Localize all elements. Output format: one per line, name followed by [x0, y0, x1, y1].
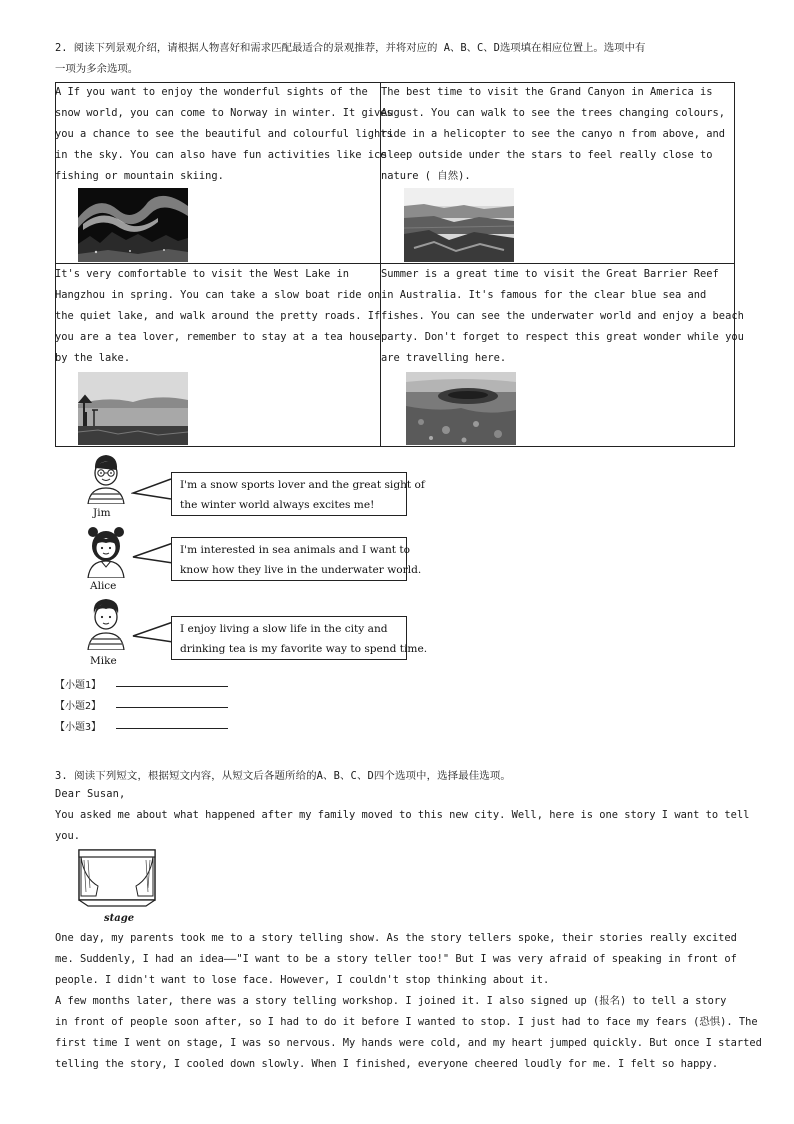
mike-avatar — [86, 596, 126, 650]
passage-a-line: A If you want to enjoy the wonderful sights of the — [55, 86, 368, 98]
west-lake-photo — [78, 372, 188, 445]
jim-avatar — [86, 452, 126, 504]
passage-d-line: in Australia. It's famous for the clear blue sea and — [381, 289, 707, 301]
passage-b-line: The best time to visit the Grand Canyon in America is — [381, 86, 713, 98]
paragraph-line: A few months later, there was a story telling workshop. I joined it. I also signed up (报名) to tell a story — [55, 995, 727, 1007]
subquestion-3-answer-blank[interactable] — [116, 728, 228, 729]
person-name-jim: Jim — [93, 507, 111, 519]
passage-d-line: Summer is a great time to visit the Great Barrier Reef — [381, 268, 719, 280]
paragraph-line: me. Suddenly, I had an idea——"I want to be a story teller too!" But I was very afraid of speaking in front of — [55, 953, 737, 965]
person-name-mike: Mike — [90, 655, 117, 667]
passage-d — [381, 264, 744, 369]
norway-aurora-photo — [78, 188, 188, 262]
passage-c — [55, 264, 380, 369]
grand-canyon-photo — [404, 188, 514, 262]
passage-d-line: are travelling here. — [381, 352, 507, 364]
alice-speech-bubble — [171, 537, 422, 581]
subquestion-3-label: 【小题3】 — [55, 722, 102, 733]
letter-paragraph-2 — [55, 928, 737, 991]
stage-illustration — [76, 848, 158, 914]
bubble-text-line: drinking tea is my favorite way to spend time. — [180, 643, 428, 655]
letter-paragraph-1 — [55, 805, 749, 847]
stage-label: stage — [104, 913, 135, 924]
paragraph-line: first time I went on stage, I was so nervous. My hands were cold, and my heart jumped quickly. But once I started — [55, 1037, 762, 1049]
paragraph-line: One day, my parents took me to a story telling show. As the story tellers spoke, their stories really excited — [55, 932, 737, 944]
subquestion-2-label: 【小题2】 — [55, 701, 102, 712]
q2-intro-line: 一项为多余选项。 — [55, 63, 139, 75]
passage-c-line: the quiet lake, and walk around the pretty roads. If — [55, 310, 381, 322]
q3-intro: 3. 阅读下列短文，根据短文内容，从短文后各题所给的A、B、C、D四个选项中，选择最佳选项。 — [55, 770, 511, 782]
bubble-text-line: I enjoy living a slow life in the city and — [180, 623, 388, 635]
letter-greeting: Dear Susan, — [55, 788, 126, 800]
passage-d-line: fishes. You can see the underwater world and enjoy a beach — [381, 310, 744, 322]
passage-c-line: Hangzhou in spring. You can take a slow boat ride on — [55, 289, 381, 301]
passage-a — [55, 82, 393, 187]
passage-a-line: snow world, you can come to Norway in winter. It gives — [55, 107, 393, 119]
passage-a-line: you a chance to see the beautiful and colourful lights — [55, 128, 393, 140]
subquestion-1-label: 【小题1】 — [55, 680, 102, 691]
person-name-alice: Alice — [90, 580, 117, 592]
bubble-text-line: I'm interested in sea animals and I want to — [180, 544, 411, 556]
alice-avatar — [85, 524, 127, 578]
passage-b-line: ride in a helicopter to see the canyo n from above, and — [381, 128, 726, 140]
great-barrier-reef-photo — [406, 372, 516, 445]
paragraph-line: You asked me about what happened after my family moved to this new city. Well, here is one story I want to tell — [55, 809, 750, 821]
subquestion-2-answer-blank[interactable] — [116, 707, 228, 708]
passage-a-line: fishing or mountain skiing. — [55, 170, 224, 182]
passage-b-line: sleep outside under the stars to feel really close to — [381, 149, 713, 161]
passage-b — [381, 82, 725, 187]
paragraph-line: telling the story, I cooled down slowly. When I finished, everyone cheered loudly for me. I felt so happy. — [55, 1058, 719, 1070]
passage-b-line: August. You can walk to see the trees changing colours, — [381, 107, 726, 119]
paragraph-line: in front of people soon after, so I had to do it before I wanted to stop. I just had to face my fears (恐惧). The — [55, 1016, 758, 1028]
passage-c-line: It's very comfortable to visit the West Lake in — [55, 268, 350, 280]
subquestion-1-answer-blank[interactable] — [116, 686, 228, 687]
q2-intro-line: 2. 阅读下列景观介绍，请根据人物喜好和需求匹配最适合的景观推荐，并将对应的 A、B、C、D选项填在相应位置上。选项中有 — [55, 42, 646, 54]
letter-paragraph-3 — [55, 991, 762, 1075]
paragraph-line: people. I didn't want to lose face. However, I couldn't stop thinking about it. — [55, 974, 550, 986]
bubble-text-line: the winter world always excites me! — [180, 499, 375, 511]
bubble-text-line: know how they live in the underwater world. — [180, 564, 422, 576]
q2-intro — [55, 38, 745, 80]
passage-a-line: in the sky. You can also have fun activities like ice — [55, 149, 387, 161]
passage-b-line: nature ( 自然). — [381, 170, 471, 182]
passage-c-line: by the lake. — [55, 352, 131, 364]
paragraph-line: you. — [55, 830, 81, 842]
jim-speech-bubble — [171, 472, 425, 516]
bubble-text-line: I'm a snow sports lover and the great sight of — [180, 479, 425, 491]
mike-speech-bubble — [171, 616, 428, 660]
passage-d-line: party. Don't forget to respect this great wonder while you — [381, 331, 744, 343]
passage-c-line: you are a tea lover, remember to stay at a tea house — [55, 331, 381, 343]
